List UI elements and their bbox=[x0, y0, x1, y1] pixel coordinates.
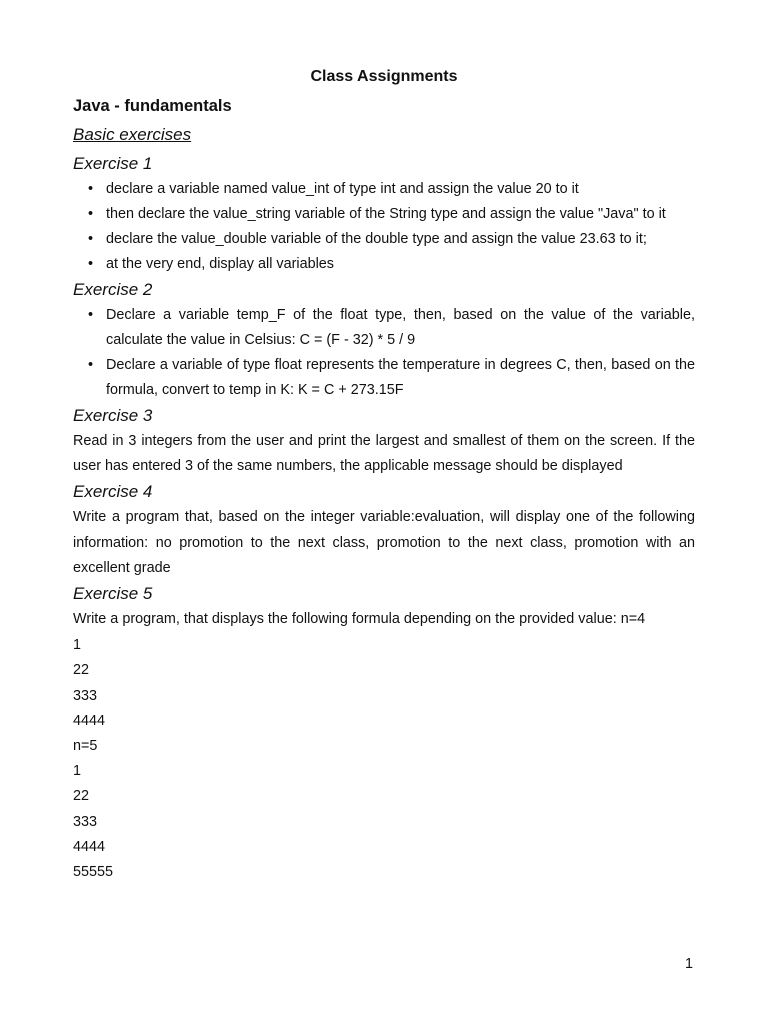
exercise-5 bbox=[73, 582, 695, 885]
bullet-icon: • bbox=[88, 307, 94, 323]
output-line: 333 bbox=[73, 813, 98, 830]
exercise-text: Write a program that, based on the integer variable:evaluation, will display one of the following information: no promotion to the next class, promotion to the next class, promotion with an excellent grade bbox=[73, 509, 695, 576]
output-line: 1 bbox=[73, 763, 82, 780]
exercise-3 bbox=[73, 404, 695, 479]
bullet-text: declare a variable named value_int of type int and assign the value 20 to it bbox=[106, 181, 579, 197]
exercise-1 bbox=[73, 152, 695, 277]
output-example-lines bbox=[73, 633, 695, 885]
page-number: 1 bbox=[684, 956, 693, 972]
bullet-item bbox=[73, 177, 695, 202]
output-line: 55555 bbox=[73, 864, 114, 881]
output-line: n=5 bbox=[73, 738, 98, 755]
bullet-item bbox=[73, 303, 695, 353]
output-line: 22 bbox=[73, 788, 90, 805]
exercise-heading: Exercise 4 bbox=[73, 482, 153, 502]
exercise-2 bbox=[73, 278, 695, 403]
bullet-text: Declare a variable of type float represents the temperature in degrees C, then, based on the formula, convert to temp in K: K = C + 273.15F bbox=[106, 357, 695, 398]
bullet-icon: • bbox=[88, 181, 94, 197]
bullet-text: declare the value_double variable of the double type and assign the value 23.63 to it; bbox=[106, 231, 647, 247]
exercise-text: Read in 3 integers from the user and print the largest and smallest of them on the screen. If the user has entered 3 of the same numbers, the applicable message should be displayed bbox=[73, 433, 695, 475]
exercise-heading: Exercise 1 bbox=[73, 154, 153, 173]
document-title: Class Assignments bbox=[310, 68, 458, 85]
subsection-heading: Basic exercises bbox=[73, 125, 192, 144]
bullet-text: Declare a variable temp_F of the float type, then, based on the value of the variable, calculate the value in Celsius: C = (F - 32) * 5 / 9 bbox=[106, 307, 695, 348]
bullet-item bbox=[73, 227, 695, 252]
exercise-heading: Exercise 2 bbox=[73, 280, 153, 299]
bullet-icon: • bbox=[88, 206, 94, 222]
exercise-heading: Exercise 3 bbox=[73, 406, 153, 425]
bullet-icon: • bbox=[88, 357, 94, 373]
bullet-item bbox=[73, 202, 695, 227]
section-heading: Java - fundamentals bbox=[73, 97, 232, 115]
exercise-bullet-list bbox=[73, 177, 695, 277]
output-line: 22 bbox=[73, 662, 90, 679]
output-line: 4444 bbox=[73, 712, 106, 729]
output-line: 4444 bbox=[73, 838, 106, 855]
document-content bbox=[73, 94, 695, 885]
bullet-icon: • bbox=[88, 256, 94, 272]
exercise-text: Write a program, that displays the following formula depending on the provided value: n=4 bbox=[73, 611, 646, 628]
bullet-text: at the very end, display all variables bbox=[106, 256, 334, 272]
bullet-text: then declare the value_string variable of the String type and assign the value "Java" to it bbox=[106, 206, 666, 222]
exercise-heading: Exercise 5 bbox=[73, 584, 153, 604]
output-line: 1 bbox=[73, 637, 82, 654]
exercise-4 bbox=[73, 480, 695, 581]
bullet-icon: • bbox=[88, 231, 94, 247]
bullet-item bbox=[73, 252, 695, 277]
exercise-bullet-list bbox=[73, 303, 695, 403]
bullet-item bbox=[73, 353, 695, 403]
output-line: 333 bbox=[73, 687, 98, 704]
